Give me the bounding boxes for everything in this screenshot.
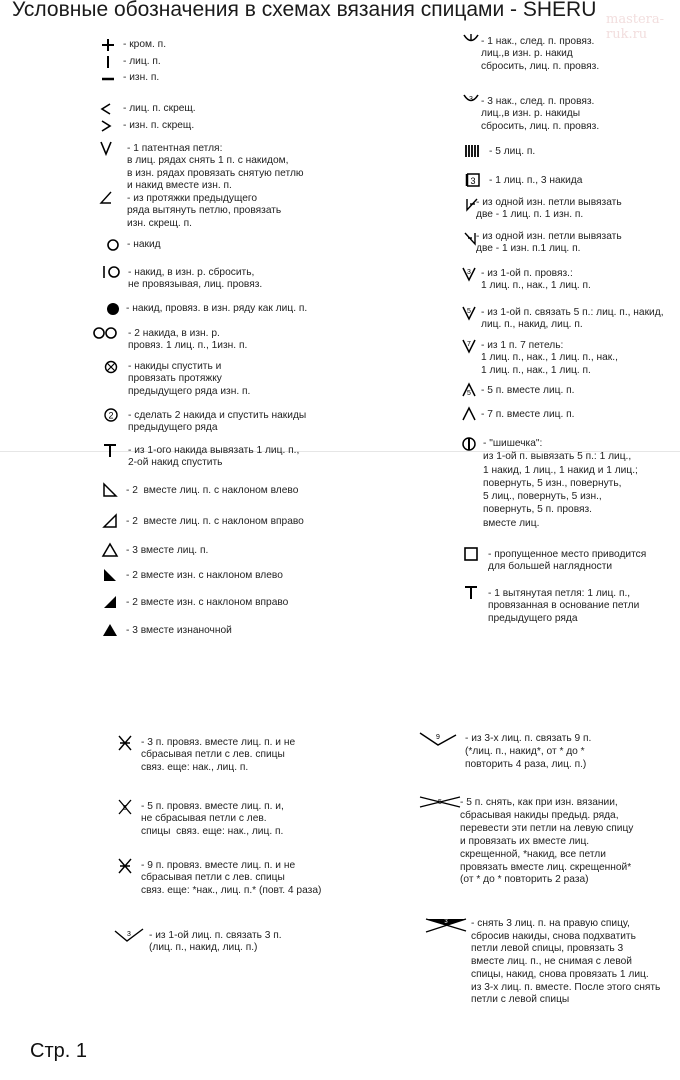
svg-text:5: 5 — [438, 799, 442, 806]
right-triangle-icon — [97, 513, 123, 533]
circle-icon — [100, 236, 126, 256]
v-icon — [93, 140, 119, 160]
caret-seven-icon — [456, 406, 482, 426]
cross-three-icon — [112, 733, 138, 753]
svg-text:9: 9 — [436, 734, 440, 741]
v-seven-icon — [456, 338, 482, 358]
filled-triangle-icon — [97, 622, 123, 642]
svg-text:3: 3 — [469, 96, 473, 103]
svg-text:3: 3 — [444, 919, 448, 925]
svg-text:2: 2 — [108, 410, 114, 421]
double-circle-icon — [92, 324, 118, 344]
v-shape-nine-icon — [418, 730, 458, 750]
v-three-icon — [456, 266, 482, 286]
circled-two-icon — [98, 406, 124, 426]
svg-text:5: 5 — [467, 390, 471, 397]
bowtie-five-icon — [418, 794, 462, 814]
bobble-icon — [456, 436, 482, 456]
v-five-icon — [456, 305, 482, 325]
greater-than-icon — [93, 118, 119, 138]
cross-nine-icon — [112, 856, 138, 876]
bar-circle-icon — [98, 264, 124, 284]
v-shape-three-icon — [112, 926, 146, 946]
svg-text:7: 7 — [467, 341, 471, 348]
crossed-circle-icon — [98, 358, 124, 378]
cross-five-icon — [112, 797, 138, 817]
angle-icon — [93, 190, 119, 210]
svg-text:3: 3 — [467, 269, 471, 276]
bowtie-three-icon — [424, 915, 468, 935]
filled-right-triangle-icon — [97, 594, 123, 614]
svg-text:3: 3 — [470, 176, 476, 186]
filled-circle-icon — [100, 300, 126, 320]
five-bars-icon — [460, 143, 486, 163]
svg-text:5: 5 — [467, 308, 471, 315]
empty-square-icon — [458, 546, 484, 566]
svg-text:5: 5 — [123, 805, 127, 812]
t-icon — [97, 442, 123, 462]
caret-five-icon — [456, 382, 482, 402]
horizontal-bar-icon — [95, 71, 121, 91]
filled-left-triangle-icon — [97, 567, 123, 587]
triangle-icon — [97, 542, 123, 562]
left-triangle-icon — [97, 482, 123, 502]
watermark: mastera-ruk.ru — [606, 12, 665, 42]
svg-text:3: 3 — [127, 931, 131, 938]
page-title: Условные обозначения в схемах вязания спицами - SHERU — [12, 0, 597, 21]
page-number: Стр. 1 — [30, 1040, 87, 1062]
t-icon — [458, 584, 484, 604]
boxed-three-icon — [460, 172, 486, 192]
